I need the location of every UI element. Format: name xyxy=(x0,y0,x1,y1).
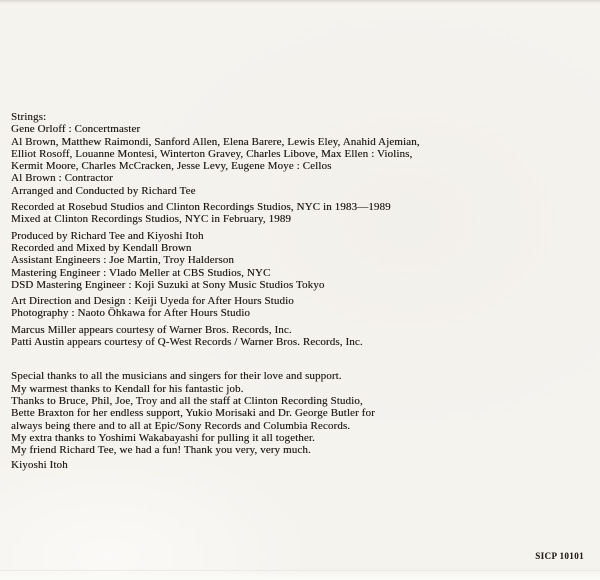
credit-line: My warmest thanks to Kendall for his fantastic job. xyxy=(11,382,244,395)
credit-line: Assistant Engineers : Joe Martin, Troy Halderson xyxy=(11,254,234,267)
credit-line: My friend Richard Tee, we had a fun! Thank you very, very much. xyxy=(11,444,311,457)
credits-text-block xyxy=(11,111,592,472)
credit-line: Special thanks to all the musicians and singers for their love and support. xyxy=(11,370,342,383)
strings-section xyxy=(11,111,592,197)
credit-line: Al Brown : Contractor xyxy=(11,172,113,185)
credit-line: Recorded at Rosebud Studios and Clinton Recordings Studios, NYC in 1983—1989 xyxy=(11,201,391,214)
credit-line: Marcus Miller appears courtesy of Warner Bros. Records, Inc. xyxy=(11,323,292,336)
credit-line: Elliot Rosoff, Louanne Montesi, Winterton Gravey, Charles Libove, Max Ellen : Violins, xyxy=(11,147,413,160)
thanks-section xyxy=(11,370,592,456)
scan-edge-top xyxy=(0,0,600,5)
credit-line: Produced by Richard Tee and Kiyoshi Itoh xyxy=(11,229,204,242)
credit-line: Thanks to Bruce, Phil, Joe, Troy and all the staff at Clinton Recording Studio, xyxy=(11,394,363,407)
credit-line: DSD Mastering Engineer : Koji Suzuki at Sony Music Studios Tokyo xyxy=(11,278,325,291)
credit-line: Art Direction and Design : Keiji Uyeda for After Hours Studio xyxy=(11,295,294,308)
credit-line: My extra thanks to Yoshimi Wakabayashi for pulling it all together. xyxy=(11,431,315,444)
credit-line: always being there and to all at Epic/Sony Records and Columbia Records. xyxy=(11,419,351,432)
credit-line: Mixed at Clinton Recordings Studios, NYC in February, 1989 xyxy=(11,213,292,226)
credit-line: Kermit Moore, Charles McCracken, Jesse Levy, Eugene Moye : Cellos xyxy=(11,160,332,173)
signature-section xyxy=(11,459,592,471)
credit-line: Bette Braxton for her endless support, Yukio Morisaki and Dr. George Butler for xyxy=(11,407,375,420)
credit-line: Mastering Engineer : Vlado Meller at CBS Studios, NYC xyxy=(11,266,271,279)
design-section xyxy=(11,295,592,320)
courtesy-section xyxy=(11,324,592,349)
credit-line: Gene Orloff : Concertmaster xyxy=(11,123,141,136)
credit-line: Patti Austin appears courtesy of Q-West Records / Warner Bros. Records, Inc. xyxy=(11,336,363,349)
production-section xyxy=(11,230,592,291)
credit-line: Kiyoshi Itoh xyxy=(11,459,68,472)
credit-line: Arranged and Conducted by Richard Tee xyxy=(11,184,196,197)
credit-line: Photography : Naoto Ōhkawa for After Hours Studio xyxy=(11,307,250,320)
credit-line: Al Brown, Matthew Raimondi, Sanford Allen, Elena Barere, Lewis Eley, Anahid Ajemian, xyxy=(11,135,420,148)
recording-section xyxy=(11,201,592,226)
scan-edge-bottom xyxy=(0,570,600,580)
credit-line: Recorded and Mixed by Kendall Brown xyxy=(11,241,192,254)
catalog-number: SICP 10101 xyxy=(535,551,584,561)
credit-line: Strings: xyxy=(11,111,47,123)
